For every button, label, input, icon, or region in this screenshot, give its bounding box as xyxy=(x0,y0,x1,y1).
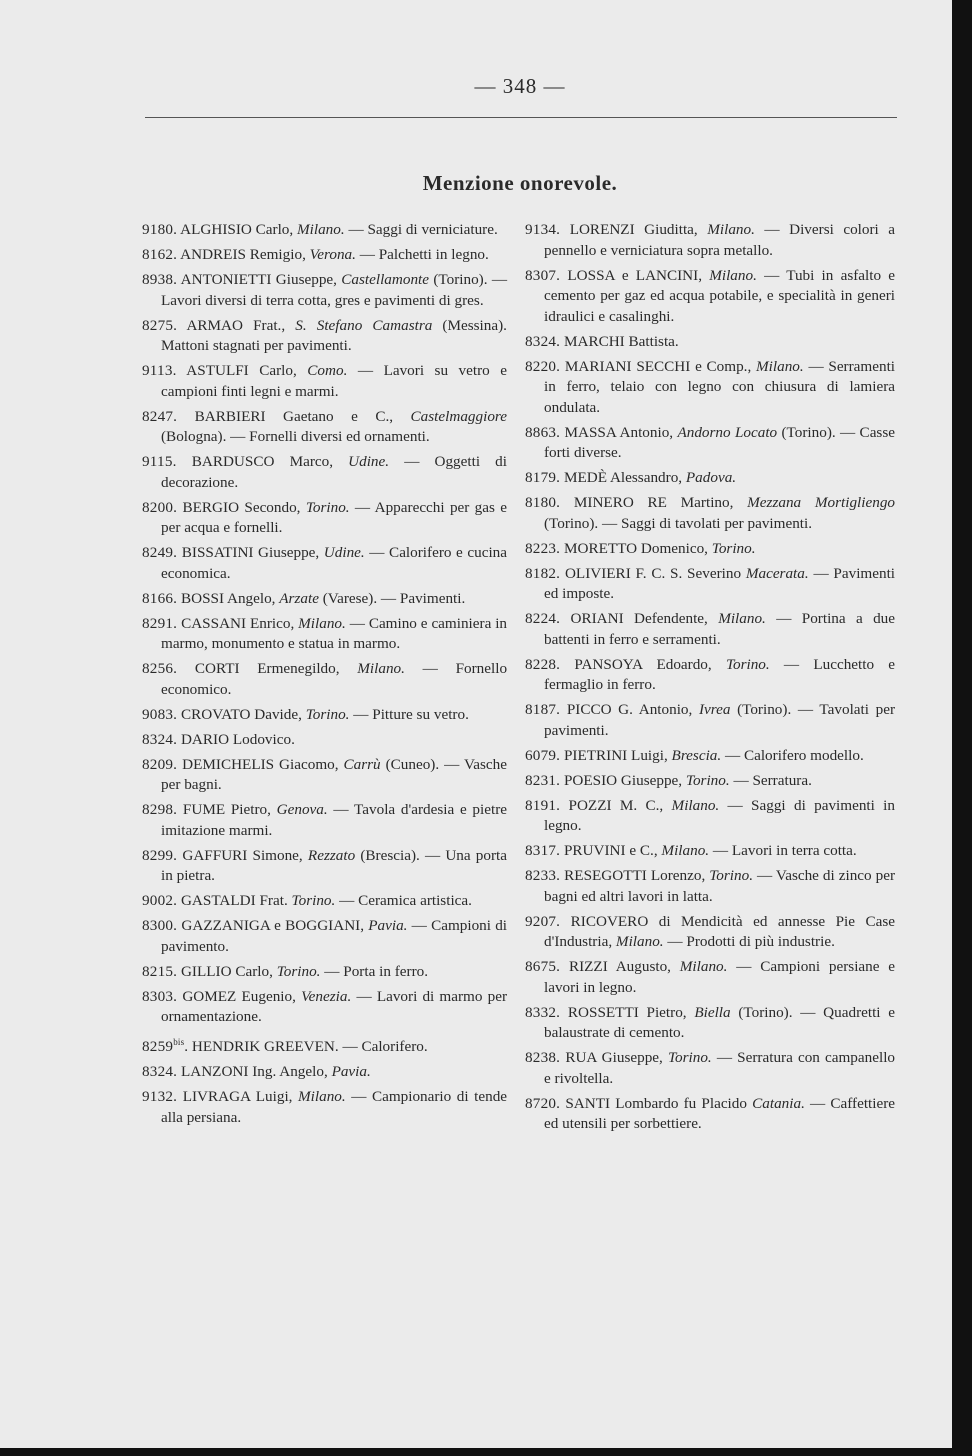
entry-place: Castelmaggiore xyxy=(410,407,507,425)
entry-item xyxy=(142,987,507,1028)
entry-number: 9113. xyxy=(142,362,177,379)
entry-item xyxy=(142,846,507,887)
entry-place: Mezzana Mortigliengo xyxy=(747,494,896,511)
entry-exhibitor: RIZZI Augusto, xyxy=(568,958,671,975)
entry-item xyxy=(525,771,895,792)
entry-exhibitor: RICOVERO di Mendicità ed annesse Pie Case d'Industria, xyxy=(544,912,896,950)
entry-exhibitor: GOMEZ Eugenio, xyxy=(182,987,296,1005)
entry-item xyxy=(142,361,507,402)
entry-exhibitor: ALGHISIO Carlo, xyxy=(180,221,294,238)
entry-exhibitor: FUME Pietro, xyxy=(182,801,271,818)
entry-item xyxy=(142,916,507,957)
entry-place: Torino. xyxy=(709,867,754,884)
entry-exhibitor: PANSOYA Edoardo, xyxy=(574,655,712,673)
entry-number: 8275. xyxy=(142,316,178,334)
entry-description: — Serramenti in ferro, telaio con legno con chiusura di lamiera ondulata. xyxy=(544,357,896,416)
entry-number: 8720. xyxy=(525,1094,561,1112)
entry-number: 8233. xyxy=(525,867,561,884)
entry-item xyxy=(525,866,895,907)
entry-item xyxy=(142,614,507,655)
entry-exhibitor: RUA Giuseppe, xyxy=(565,1049,663,1066)
entry-description: — Calorifero. xyxy=(338,1038,428,1056)
entry-exhibitor: BERGIO Secondo, xyxy=(182,498,301,516)
entry-number: 8179. xyxy=(525,469,561,486)
entry-place: Torino. xyxy=(685,771,730,789)
entry-description: (Torino). — Casse forti diverse. xyxy=(544,423,895,461)
entry-place: Milano. xyxy=(357,660,405,677)
entry-exhibitor: BARBIERI Gaetano e C., xyxy=(194,407,394,425)
entry-exhibitor: ANTONIETTI Giuseppe, xyxy=(180,271,337,288)
entry-exhibitor: CASSANI Enrico, xyxy=(181,614,295,632)
entry-place: Torino. xyxy=(711,539,756,557)
entry-description: — Lavori su vetro e campioni finti legni e marmi. xyxy=(161,362,508,400)
entry-exhibitor: PICCO G. Antonio, xyxy=(566,701,693,718)
entry-item xyxy=(525,1048,895,1089)
entry-exhibitor: MASSA Antonio, xyxy=(564,423,674,441)
entry-item xyxy=(142,498,507,539)
entry-place: Torino. xyxy=(725,655,770,673)
entry-item xyxy=(525,841,895,862)
entry-number: 8324. xyxy=(142,730,178,748)
entry-exhibitor: MEDÈ Alessandro, xyxy=(563,469,683,486)
entry-number: 8303. xyxy=(142,987,178,1005)
entry-number: 8228. xyxy=(525,655,561,673)
entry-description: — Pavimenti ed imposte. xyxy=(544,564,896,602)
entry-item xyxy=(525,468,895,489)
entry-item xyxy=(525,1094,895,1135)
entry-place: Milano. xyxy=(671,796,720,814)
entry-exhibitor: ORIANI Defendente, xyxy=(570,610,708,627)
entry-place: Catania. xyxy=(752,1094,805,1112)
entry-exhibitor: GAZZANIGA e BOGGIANI, xyxy=(181,917,365,934)
entry-number: 9180. xyxy=(142,221,178,238)
entry-description: — Portina a due battenti in ferro e serramenti. xyxy=(544,610,896,648)
entry-description: — Saggi di verniciature. xyxy=(344,221,498,238)
entry-description: — Pitture su vetro. xyxy=(349,705,469,723)
entry-item xyxy=(142,589,507,610)
entry-number: 8256. xyxy=(142,660,178,677)
entry-item xyxy=(525,912,895,953)
entry-description: (Torino). — Tavolati per pavimenti. xyxy=(544,701,895,739)
entry-item xyxy=(525,655,895,696)
entry-exhibitor: GILLIO Carlo, xyxy=(180,962,273,980)
entry-number: 8299. xyxy=(142,846,178,864)
entry-exhibitor: MINERO RE Martino, xyxy=(573,494,734,511)
entry-item xyxy=(142,270,507,311)
entry-number: 8187. xyxy=(525,701,561,718)
entry-description: (Bologna). — Fornelli diversi ed ornamenti. xyxy=(161,428,430,445)
entry-description: — Campioni di pavimento. xyxy=(161,917,508,955)
entry-description: (Torino). — Lavori diversi di terra cotta, gres e pavimenti di gres. xyxy=(161,271,508,309)
entry-description: — Porta in ferro. xyxy=(320,962,429,980)
entry-exhibitor: GASTALDI Frat. xyxy=(180,892,288,909)
entry-description: — Lavori di marmo per ornamentazione. xyxy=(161,987,508,1025)
entry-number: 9132. xyxy=(142,1088,178,1106)
entry-number: 9115. xyxy=(142,453,177,470)
entry-number: 8675. xyxy=(525,958,561,975)
entry-item xyxy=(142,659,507,700)
entry-exhibitor: BOSSI Angelo, xyxy=(180,589,276,607)
entry-item xyxy=(525,1003,895,1044)
right-column xyxy=(525,220,895,1139)
entry-place: Venezia. xyxy=(301,987,352,1005)
entry-description: (Cuneo). — Vasche per bagni. xyxy=(161,755,508,793)
entry-number: 8317. xyxy=(525,842,561,859)
entry-number: 8166. xyxy=(142,589,178,607)
entry-exhibitor: GAFFURI Simone, xyxy=(182,846,303,864)
entry-place: Ivrea xyxy=(698,701,731,718)
entry-description: — Saggi di pavimenti in legno. xyxy=(544,796,895,834)
entry-description: — Calorifero modello. xyxy=(721,746,864,764)
entry-number: 8324. xyxy=(525,332,561,350)
entry-number: 9002. xyxy=(142,892,178,909)
entry-description: — Palchetti in legno. xyxy=(355,246,489,263)
entry-description: (Varese). — Pavimenti. xyxy=(318,589,466,607)
entry-place: Milano. xyxy=(298,1088,346,1106)
entry-place: Torino. xyxy=(291,892,336,909)
entry-number: 8209. xyxy=(142,755,178,773)
entry-place: Milano. xyxy=(615,933,664,950)
entry-exhibitor: MORETTO Domenico, xyxy=(563,539,708,557)
entry-place: S. Stefano Camastra xyxy=(295,316,433,334)
entry-item xyxy=(142,316,507,357)
entry-exhibitor: LANZONI Ing. Angelo, xyxy=(180,1063,328,1081)
entry-place: Torino. xyxy=(667,1049,712,1066)
page-number: — 348 — xyxy=(474,74,566,98)
entry-description: — Diversi colori a pennello e verniciatura sopra metallo. xyxy=(544,221,896,259)
entry-item xyxy=(142,1087,507,1128)
entry-description: — Serratura con campanello e rivoltella. xyxy=(544,1049,896,1087)
entry-description: — Lavori in terra cotta. xyxy=(709,842,857,859)
left-column xyxy=(142,220,507,1133)
entry-item xyxy=(142,962,507,983)
entry-number: 8220. xyxy=(525,357,561,375)
entry-description: — Fornello economico. xyxy=(161,660,508,698)
entry-exhibitor: OLIVIERI F. C. S. Severino xyxy=(564,564,742,582)
entry-number: 8291. xyxy=(142,614,178,632)
entry-item xyxy=(142,891,507,912)
entry-place: Como. xyxy=(307,362,348,379)
entry-description: — Calorifero e cucina economica. xyxy=(161,544,507,582)
entry-place: Macerata. xyxy=(745,564,809,582)
entry-description: — Vasche di zinco per bagni ed altri lavori in latta. xyxy=(544,867,896,905)
entry-description: (Torino). — Quadretti e balaustrate di cemento. xyxy=(544,1003,895,1041)
entry-exhibitor: DEMICHELIS Giacomo, xyxy=(182,755,339,773)
entry-exhibitor: ROSSETTI Pietro, xyxy=(567,1003,687,1021)
entry-place: Torino. xyxy=(305,498,350,516)
entry-item xyxy=(525,609,895,650)
entry-place: Rezzato xyxy=(307,846,356,864)
entry-place: Brescia. xyxy=(671,746,722,764)
entry-place: Milano. xyxy=(296,221,345,238)
entry-exhibitor: POESIO Giuseppe, xyxy=(563,771,683,789)
entry-place: Milano. xyxy=(756,357,804,375)
entry-item xyxy=(142,220,507,241)
entry-description: — Campionario di tende alla persiana. xyxy=(161,1088,508,1126)
entry-number: 8863. xyxy=(525,423,561,441)
entry-exhibitor: CROVATO Davide, xyxy=(180,705,302,723)
entry-place: Andorno Locato xyxy=(677,423,778,441)
section-title: Menzione onorevole. xyxy=(422,171,618,195)
entry-place: Milano. xyxy=(661,842,710,859)
entry-place: Genova. xyxy=(276,801,328,818)
entry-description: (Torino). — Saggi di tavolati per pavimenti. xyxy=(544,514,813,532)
entry-exhibitor: PRUVINI e C., xyxy=(563,842,658,859)
entry-place: Udine. xyxy=(323,544,365,561)
entry-description: — Serratura. xyxy=(729,771,812,789)
header-rule xyxy=(145,117,897,118)
entry-number: 9207. xyxy=(525,912,561,930)
entry-exhibitor: POZZI M. C., xyxy=(568,796,664,814)
entry-number: 8249. xyxy=(142,544,178,561)
entry-item xyxy=(142,452,507,493)
entry-exhibitor: BISSATINI Giuseppe, xyxy=(181,544,320,561)
entry-number: 8298. xyxy=(142,801,178,818)
entry-number: 8224. xyxy=(525,610,561,627)
entry-item xyxy=(525,746,895,767)
entry-item xyxy=(142,407,507,448)
entry-place: Torino. xyxy=(276,962,321,980)
entry-exhibitor: DARIO Lodovico. xyxy=(180,730,295,748)
entry-number: $8259^{bis}$ xyxy=(142,1037,185,1056)
entry-place: Verona. xyxy=(309,246,356,263)
entry-number: 8300. xyxy=(142,917,178,934)
entry-exhibitor: . HENDRIK GREEVEN. xyxy=(184,1038,339,1056)
entry-exhibitor: LOSSA e LANCINI, xyxy=(567,266,703,284)
entry-place: Milano. xyxy=(707,221,755,238)
entry-number: 8307. xyxy=(525,266,561,284)
entry-exhibitor: LORENZI Giuditta, xyxy=(569,221,698,238)
entry-exhibitor: ARMAO Frat., xyxy=(186,316,286,334)
entry-number: 8332. xyxy=(525,1003,561,1021)
entry-exhibitor: CORTI Ermenegildo, xyxy=(194,660,340,677)
entry-place: Castellamonte xyxy=(341,271,430,288)
entry-place: Carrù xyxy=(343,755,381,773)
entry-number: 8231. xyxy=(525,771,561,789)
entry-exhibitor: ANDREIS Remigio, xyxy=(180,246,306,263)
entry-number: 8180. xyxy=(525,494,561,511)
entry-item xyxy=(142,730,507,751)
entry-item xyxy=(142,1032,507,1058)
entry-exhibitor: BARDUSCO Marco, xyxy=(191,453,334,470)
entry-number: 8238. xyxy=(525,1049,561,1066)
entry-item xyxy=(525,539,895,560)
entry-item xyxy=(142,800,507,841)
entry-number: 8324. xyxy=(142,1063,178,1081)
entry-item xyxy=(525,220,895,261)
entry-exhibitor: MARCHI Battista. xyxy=(563,332,679,350)
entry-place: Padova. xyxy=(685,469,737,486)
entry-item xyxy=(525,564,895,605)
entry-description: — Camino e caminiera in marmo, monumento e statua in marmo. xyxy=(161,614,508,652)
entry-number: 8191. xyxy=(525,796,561,814)
entry-number: 9134. xyxy=(525,221,561,238)
entry-description: — Tavola d'ardesia e pietre imitazione marmi. xyxy=(161,801,508,839)
entry-description: — Caffettiere ed utensili per sorbettiere. xyxy=(544,1094,896,1132)
entry-description: — Tubi in asfalto e cemento per gaz ed acqua potabile, e specialità in generi idraulici e casalinghi. xyxy=(544,266,895,325)
entry-exhibitor: PIETRINI Luigi, xyxy=(563,746,668,764)
entry-item xyxy=(525,357,895,419)
entry-number: 8182. xyxy=(525,564,561,582)
entry-item xyxy=(525,423,895,464)
entry-description: — Apparecchi per gas e per acqua e fornelli. xyxy=(161,498,508,536)
entry-item xyxy=(525,332,895,353)
entry-number-suffix: bis xyxy=(173,1037,185,1047)
entry-place: Torino. xyxy=(305,705,350,723)
entry-exhibitor: SANTI Lombardo fu Placido xyxy=(565,1094,747,1112)
entry-place: Arzate xyxy=(279,589,319,607)
entry-place: Milano. xyxy=(679,958,728,975)
entry-description: — Prodotti di più industrie. xyxy=(663,933,835,950)
entry-place: Pavia. xyxy=(368,917,408,934)
entry-number: 8223. xyxy=(525,539,561,557)
entry-description: — Ceramica artistica. xyxy=(335,892,472,909)
entry-number: 9083. xyxy=(142,705,178,723)
entry-exhibitor: ASTULFI Carlo, xyxy=(186,362,297,379)
entry-item xyxy=(142,245,507,266)
entry-description: (Brescia). — Una porta in pietra. xyxy=(161,846,508,884)
entry-place: Pavia. xyxy=(331,1063,371,1081)
entry-item xyxy=(142,755,507,796)
entry-item xyxy=(525,700,895,741)
entry-item xyxy=(525,266,895,328)
entry-item xyxy=(142,543,507,584)
entry-number: 8215. xyxy=(142,962,178,980)
entry-exhibitor: LIVRAGA Luigi, xyxy=(182,1088,293,1106)
entry-description: (Messina). Mattoni stagnati per pavimenti. xyxy=(161,316,507,354)
entry-number: 8200. xyxy=(142,498,178,516)
entry-place: Milano. xyxy=(718,610,766,627)
entry-number: 8938. xyxy=(142,271,178,288)
entry-place: Biella xyxy=(694,1003,731,1021)
entry-description: — Lucchetto e fermaglio in ferro. xyxy=(544,655,896,693)
entry-number: 8162. xyxy=(142,246,178,263)
entry-exhibitor: MARIANI SECCHI e Comp., xyxy=(564,357,752,375)
entry-item xyxy=(142,1062,507,1083)
entry-place: Udine. xyxy=(348,453,390,470)
entry-description: — Oggetti di decorazione. xyxy=(161,453,507,491)
entry-item xyxy=(142,705,507,726)
entry-place: Milano. xyxy=(298,614,346,632)
entry-number: 6079. xyxy=(525,746,561,764)
entry-item xyxy=(525,493,895,534)
entry-item xyxy=(525,957,895,998)
entry-place: Milano. xyxy=(709,266,757,284)
entry-exhibitor: RESEGOTTI Lorenzo, xyxy=(564,867,706,884)
entry-description: — Campioni persiane e lavori in legno. xyxy=(544,958,896,996)
entry-item xyxy=(525,796,895,837)
entry-number: 8247. xyxy=(142,407,178,425)
